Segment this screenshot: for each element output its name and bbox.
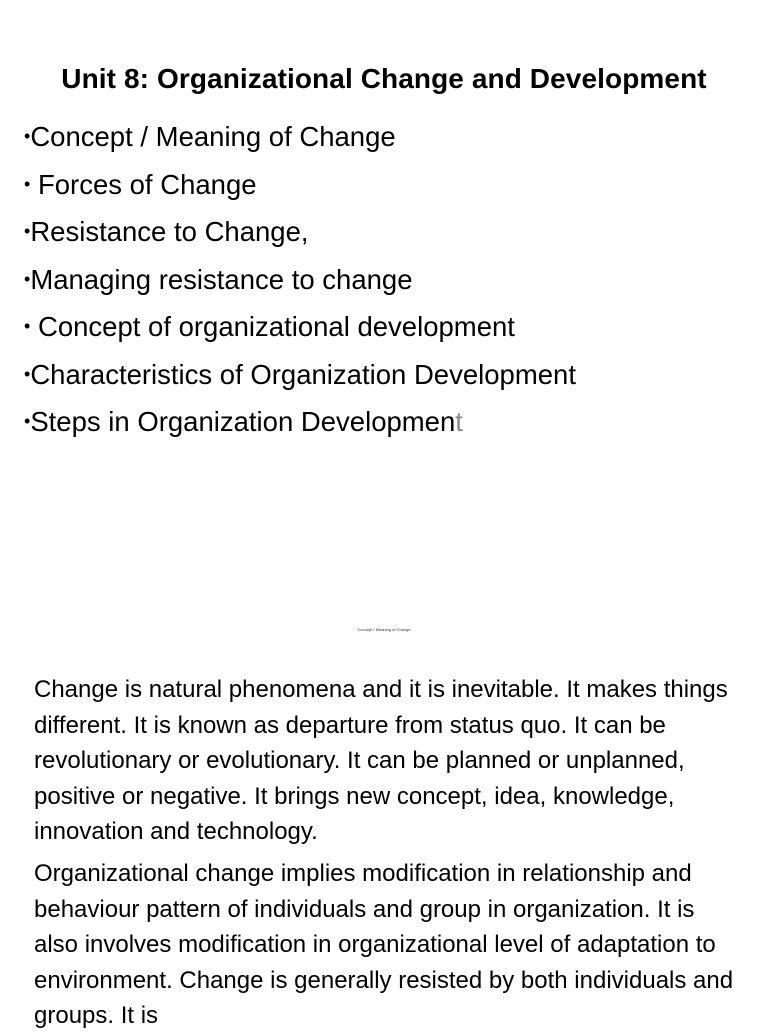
bullet-item [24, 113, 576, 161]
bullet-item [24, 208, 576, 256]
bullet-icon: • [24, 363, 31, 384]
bullet-item [24, 398, 576, 446]
bullet-text: Resistance to Change, [30, 216, 309, 247]
bullet-lead-space [30, 311, 38, 342]
bullet-text: Concept of organizational development [37, 311, 515, 342]
slide-caption: Concept / Meaning of Change [357, 627, 411, 632]
bullet-icon: • [24, 173, 31, 194]
slide-concept [0, 600, 768, 1029]
body-paragraph: Change is natural phenomena and it is inevitable. It makes things different. It is known as departure from status quo. It can be revolutionary or evolutionary. It can be planned or unplanned, positive or negative. It brings new concept, idea, knowledge, innovation and technology. [34, 676, 728, 845]
bullet-item [24, 161, 576, 209]
bullet-lead-space [30, 169, 38, 200]
bullet-icon: • [24, 316, 31, 336]
bullet-icon: • [24, 268, 31, 289]
bullet-text: Steps in Organization Developmen [30, 406, 456, 437]
bullet-text: Concept / Meaning of Change [30, 121, 396, 152]
bullet-text-trailing-char: t [455, 406, 463, 437]
body-paragraph: Organizational change implies modification in relationship and behaviour pattern of individuals and group in organization. It is also involves modification in organizational level of adaptation to environment. Change is generally resisted by both individuals and groups. It is [34, 860, 734, 1029]
bullet-text: Characteristics of Organization Development [30, 358, 576, 390]
bullet-icon: • [24, 126, 31, 146]
bullet-list [24, 113, 576, 446]
bullet-item [24, 351, 576, 399]
bullet-item [24, 303, 576, 351]
bullet-icon: • [24, 221, 31, 241]
slide-title: Unit 8: Organizational Change and Development [61, 62, 707, 94]
bullet-text: Managing resistance to change [30, 263, 413, 295]
bullet-text: Forces of Change [37, 168, 257, 200]
bullet-icon: • [24, 411, 31, 431]
slide-agenda [0, 0, 768, 470]
bullet-item [24, 256, 576, 304]
